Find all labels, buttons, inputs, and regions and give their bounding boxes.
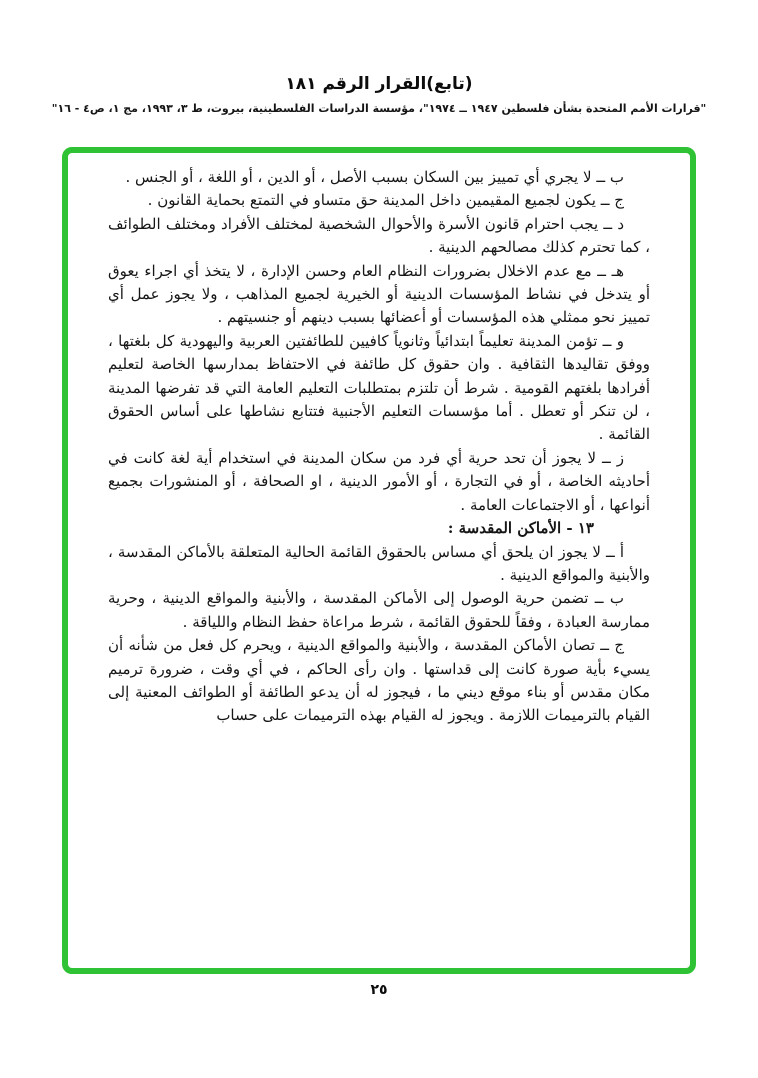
paragraph: ج ــ يكون لجميع المقيمين داخل المدينة حق متساو في التمتع بحماية القانون . (147, 191, 624, 210)
paragraph: ب ــ تضمن حرية الوصول إلى الأماكن المقدسة ، والأبنية والمواقع الدينية ، وحرية ممارسة العبادة ، وفقاً للحقوق القائمة ، شرط مراعاة حفظ النظام واللياقة . (108, 589, 650, 631)
paragraph: ز ــ لا يجوز أن تحد حرية أي فرد من سكان المدينة في استخدام أية لغة كانت في أحاديثه الخاصة ، أو في التجارة ، أو الأمور الدينية ، او الصحافة ، أو المنشورات بجميع أنواعها ، أو الاجتماعات العامة . (108, 448, 650, 514)
paragraph: أ ــ لا يجوز ان يلحق أي مساس بالحقوق القائمة الحالية المتعلقة بالأماكن المقدسة ، والأبنية والمواقع الدينية . (108, 542, 650, 584)
doc-title: (تابع)القرار الرقم ١٨١ (285, 74, 473, 94)
paragraph: د ــ يجب احترام قانون الأسرة والأحوال الشخصية لمختلف الأفراد ومختلف الطوائف ، كما تحترم كذلك مصالحهم الدينية . (108, 214, 650, 257)
document-body-text (108, 166, 650, 728)
page-number: ٢٥ (370, 982, 388, 998)
paragraph: ب ــ لا يجري أي تمييز بين السكان بسبب الأصل ، أو الدين ، أو اللغة ، أو الجنس . (125, 168, 624, 186)
paragraph: و ــ تؤمن المدينة تعليماً ابتدائياً وثانوياً كافيين للطائفتين العربية واليهودية كل بلغتها ، ووفق تقاليدها الثقافية . وان حقوق كل طائفة في الاحتفاظ بمدارسها الخاصة لتعليم أفرادها بلغتهم القومية . شرط أن تلتزم بمتطلبات التعليم العامة التي قد تفرضها المدينة ، لن تنكر أو تعطل . أما مؤسسات التعليم الأجنبية فتتابع نشاطها على أساس الحقوق القائمة . (108, 331, 650, 444)
doc-source-line: "قرارات الأمم المتحدة بشأن فلسطين ١٩٤٧ ــ ١٩٧٤"، مؤسسة الدراسات الفلسطينية، بيروت، ط ٣، ١٩٩٣، مج ١، ص٤ - ١٦" (51, 102, 707, 115)
paragraph: ج ــ تصان الأماكن المقدسة ، والأبنية والمواقع الدينية ، ويحرم كل فعل من شأنه أن يسيء بأية صورة كانت إلى قداستها . وان رأى الحاكم ، في أي وقت ، ضرورة ترميم مكان مقدس أو بناء موقع ديني ما ، فيجوز له أن يدعو الطائفة أو الطوائف المعنية إلى القيام بالترميمات اللازمة . ويجوز له القيام بهذه الترميمات على حساب (108, 636, 650, 725)
section-heading: ١٣ - الأماكن المقدسة : (447, 519, 594, 538)
paragraph: هـ ــ مع عدم الاخلال بضرورات النظام العام وحسن الإدارة ، لا يتخذ أي اجراء يعوق أو يتدخل في نشاط المؤسسات الدينية أو الخيرية لجميع المذاهب ، ولا يجوز عمل أي تمييز نحو ممثلي هذه المؤسسات أو أعضائها بسبب دينهم أو جنسيتهم . (108, 261, 650, 327)
